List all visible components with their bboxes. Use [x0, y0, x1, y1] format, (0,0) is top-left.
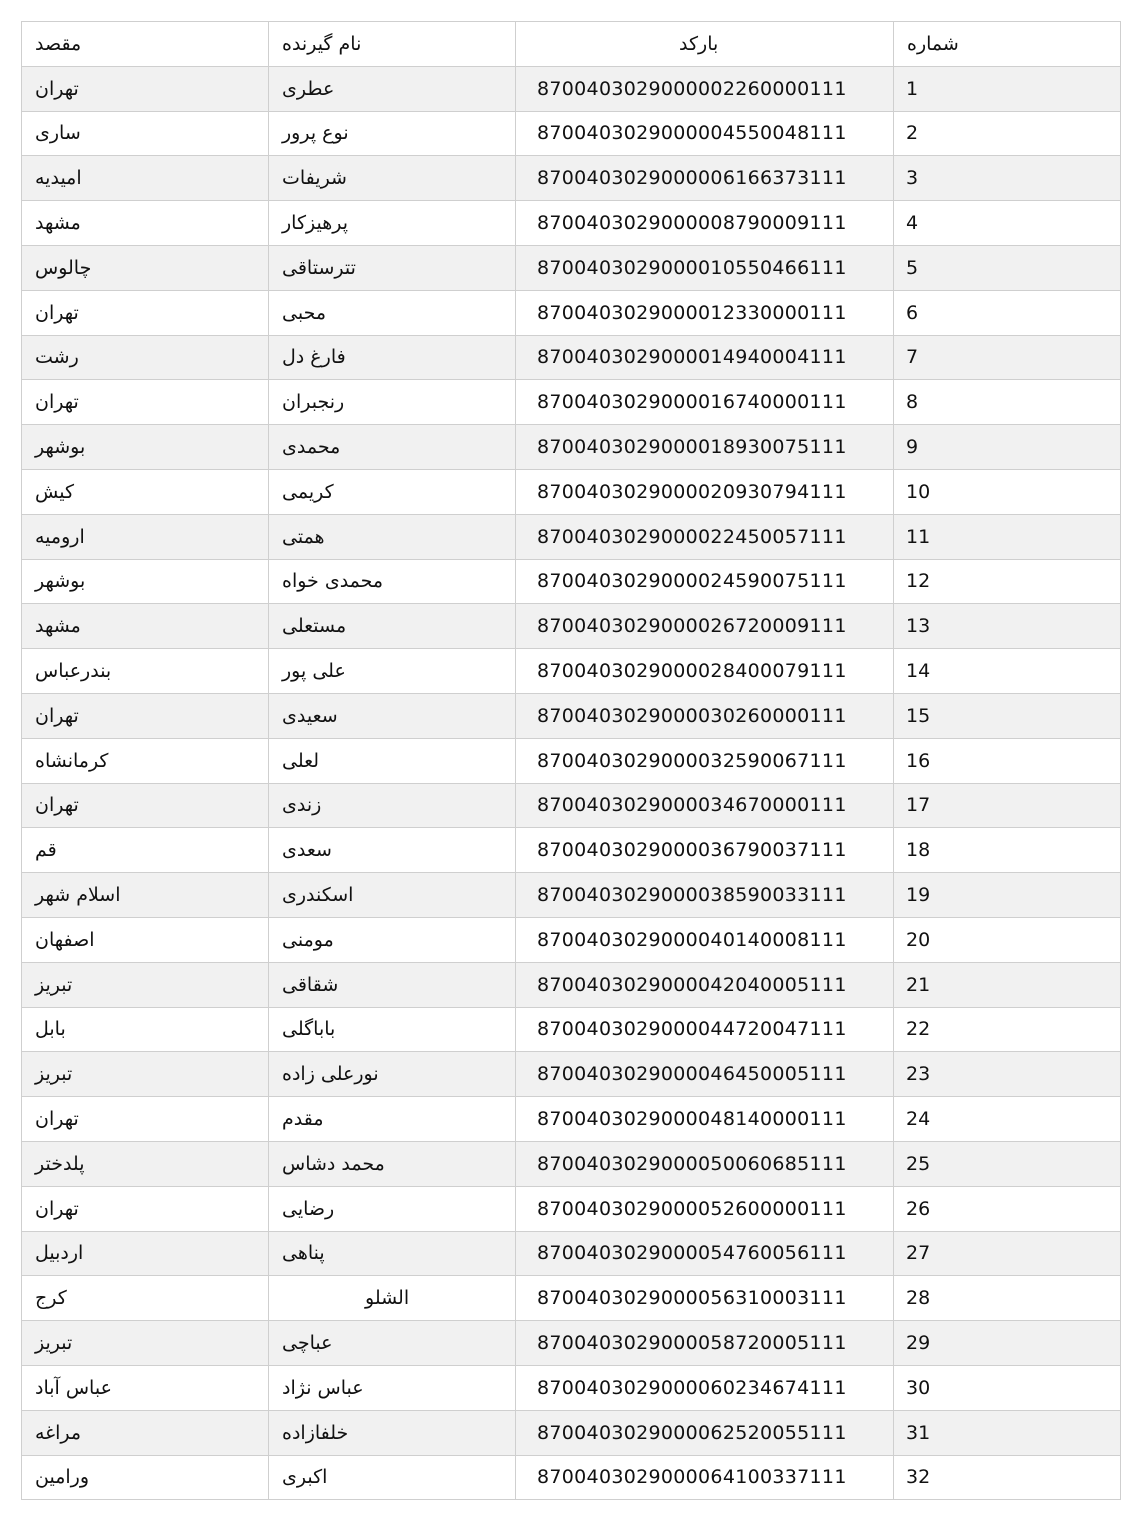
barcode-cell: 8700403029000002260000111 [516, 66, 894, 111]
barcode-cell: 8700403029000006166373111 [516, 156, 894, 201]
destination-cell: تهران [22, 1097, 269, 1142]
recipient-cell: محمدی خواه [269, 559, 516, 604]
barcode-cell: 8700403029000060234674111 [516, 1365, 894, 1410]
barcode-cell: 8700403029000044720047111 [516, 1007, 894, 1052]
row-number-cell: 15 [894, 693, 1121, 738]
recipient-cell: زندی [269, 783, 516, 828]
barcode-cell: 8700403029000064100337111 [516, 1455, 894, 1500]
barcode-cell: 8700403029000022450057111 [516, 514, 894, 559]
destination-cell: بابل [22, 1007, 269, 1052]
destination-cell: اردبیل [22, 1231, 269, 1276]
header-barcode: بارکد [516, 22, 894, 67]
recipient-cell: رنجبران [269, 380, 516, 425]
destination-cell: تبریز [22, 962, 269, 1007]
recipient-cell: مقدم [269, 1097, 516, 1142]
recipient-cell: مومنی [269, 917, 516, 962]
recipient-cell: پناهی [269, 1231, 516, 1276]
barcode-cell: 8700403029000012330000111 [516, 290, 894, 335]
barcode-cell: 8700403029000014940004111 [516, 335, 894, 380]
recipient-cell: کریمی [269, 469, 516, 514]
barcode-cell: 8700403029000046450005111 [516, 1052, 894, 1097]
row-number-cell: 25 [894, 1141, 1121, 1186]
recipient-cell: خلفازاده [269, 1410, 516, 1455]
recipient-cell: سعدی [269, 828, 516, 873]
barcode-cell: 8700403029000062520055111 [516, 1410, 894, 1455]
row-number-cell: 1 [894, 66, 1121, 111]
row-number-cell: 21 [894, 962, 1121, 1007]
table-row [22, 156, 1121, 201]
table-row [22, 1052, 1121, 1097]
destination-cell: بوشهر [22, 425, 269, 470]
destination-cell: مشهد [22, 201, 269, 246]
destination-cell: تبریز [22, 1052, 269, 1097]
destination-cell: تبریز [22, 1321, 269, 1366]
table-row [22, 1231, 1121, 1276]
barcode-cell: 8700403029000048140000111 [516, 1097, 894, 1142]
recipient-cell: اکبری [269, 1455, 516, 1500]
recipient-cell: نورعلی زاده [269, 1052, 516, 1097]
barcode-cell: 8700403029000026720009111 [516, 604, 894, 649]
table-row [22, 1365, 1121, 1410]
recipient-cell: شقاقی [269, 962, 516, 1007]
table-row [22, 1097, 1121, 1142]
table-row [22, 1141, 1121, 1186]
recipient-cell: رضایی [269, 1186, 516, 1231]
table-row [22, 962, 1121, 1007]
table-row [22, 1410, 1121, 1455]
row-number-cell: 28 [894, 1276, 1121, 1321]
header-number: شماره [894, 22, 1121, 67]
row-number-cell: 18 [894, 828, 1121, 873]
row-number-cell: 13 [894, 604, 1121, 649]
barcode-cell: 8700403029000018930075111 [516, 425, 894, 470]
destination-cell: تهران [22, 290, 269, 335]
destination-cell: کرج [22, 1276, 269, 1321]
row-number-cell: 3 [894, 156, 1121, 201]
table-row [22, 1455, 1121, 1500]
recipient-cell: لعلی [269, 738, 516, 783]
row-number-cell: 5 [894, 245, 1121, 290]
recipient-cell: محمدی [269, 425, 516, 470]
recipient-cell: نوع پرور [269, 111, 516, 156]
barcode-cell: 8700403029000010550466111 [516, 245, 894, 290]
row-number-cell: 6 [894, 290, 1121, 335]
destination-cell: قم [22, 828, 269, 873]
row-number-cell: 14 [894, 649, 1121, 694]
table-row [22, 1276, 1121, 1321]
row-number-cell: 29 [894, 1321, 1121, 1366]
row-number-cell: 20 [894, 917, 1121, 962]
table-header-row [22, 22, 1121, 67]
row-number-cell: 22 [894, 1007, 1121, 1052]
destination-cell: تهران [22, 783, 269, 828]
table-row [22, 469, 1121, 514]
recipient-cell: همتی [269, 514, 516, 559]
destination-cell: ارومیه [22, 514, 269, 559]
barcode-cell: 8700403029000042040005111 [516, 962, 894, 1007]
table-row [22, 873, 1121, 918]
table-row [22, 559, 1121, 604]
destination-cell: رشت [22, 335, 269, 380]
recipient-cell: شریفات [269, 156, 516, 201]
table-row [22, 514, 1121, 559]
row-number-cell: 8 [894, 380, 1121, 425]
barcode-cell: 8700403029000034670000111 [516, 783, 894, 828]
destination-cell: امیدیه [22, 156, 269, 201]
barcode-cell: 8700403029000058720005111 [516, 1321, 894, 1366]
destination-cell: کرمانشاه [22, 738, 269, 783]
destination-cell: اصفهان [22, 917, 269, 962]
destination-cell: اسلام شهر [22, 873, 269, 918]
table-row [22, 1186, 1121, 1231]
recipient-cell: تترستاقی [269, 245, 516, 290]
barcode-cell: 8700403029000008790009111 [516, 201, 894, 246]
row-number-cell: 31 [894, 1410, 1121, 1455]
destination-cell: مشهد [22, 604, 269, 649]
recipient-cell: سعیدی [269, 693, 516, 738]
row-number-cell: 12 [894, 559, 1121, 604]
barcode-cell: 8700403029000030260000111 [516, 693, 894, 738]
table-row [22, 380, 1121, 425]
recipient-cell: عطری [269, 66, 516, 111]
barcode-cell: 8700403029000036790037111 [516, 828, 894, 873]
destination-cell: چالوس [22, 245, 269, 290]
table-row [22, 66, 1121, 111]
barcode-cell: 8700403029000052600000111 [516, 1186, 894, 1231]
table-row [22, 649, 1121, 694]
table-row [22, 604, 1121, 649]
row-number-cell: 30 [894, 1365, 1121, 1410]
recipient-cell: اسکندری [269, 873, 516, 918]
row-number-cell: 10 [894, 469, 1121, 514]
barcode-cell: 8700403029000032590067111 [516, 738, 894, 783]
table-row [22, 335, 1121, 380]
destination-cell: مراغه [22, 1410, 269, 1455]
row-number-cell: 32 [894, 1455, 1121, 1500]
barcode-cell: 8700403029000054760056111 [516, 1231, 894, 1276]
table-row [22, 290, 1121, 335]
table-row [22, 201, 1121, 246]
row-number-cell: 11 [894, 514, 1121, 559]
destination-cell: تهران [22, 380, 269, 425]
barcode-cell: 8700403029000028400079111 [516, 649, 894, 694]
row-number-cell: 9 [894, 425, 1121, 470]
row-number-cell: 27 [894, 1231, 1121, 1276]
table-row [22, 1321, 1121, 1366]
destination-cell: تهران [22, 66, 269, 111]
barcode-cell: 8700403029000020930794111 [516, 469, 894, 514]
recipient-cell: عباچی [269, 1321, 516, 1366]
destination-cell: تهران [22, 1186, 269, 1231]
row-number-cell: 2 [894, 111, 1121, 156]
recipient-cell: مستعلی [269, 604, 516, 649]
barcode-cell: 8700403029000056310003111 [516, 1276, 894, 1321]
recipient-cell: فارغ دل [269, 335, 516, 380]
destination-cell: بندرعباس [22, 649, 269, 694]
recipient-cell: پرهیزکار [269, 201, 516, 246]
table-row [22, 425, 1121, 470]
table-row [22, 111, 1121, 156]
table-row [22, 917, 1121, 962]
destination-cell: ورامین [22, 1455, 269, 1500]
barcode-cell: 8700403029000024590075111 [516, 559, 894, 604]
recipient-cell: علی پور [269, 649, 516, 694]
destination-cell: بوشهر [22, 559, 269, 604]
recipient-cell: محبی [269, 290, 516, 335]
table-row [22, 1007, 1121, 1052]
destination-cell: پلدختر [22, 1141, 269, 1186]
barcode-cell: 8700403029000004550048111 [516, 111, 894, 156]
row-number-cell: 26 [894, 1186, 1121, 1231]
barcode-cell: 8700403029000016740000111 [516, 380, 894, 425]
shipments-table [21, 21, 1121, 1500]
barcode-cell: 8700403029000040140008111 [516, 917, 894, 962]
row-number-cell: 4 [894, 201, 1121, 246]
header-recipient: نام گیرنده [269, 22, 516, 67]
header-destination: مقصد [22, 22, 269, 67]
barcode-cell: 8700403029000050060685111 [516, 1141, 894, 1186]
recipient-cell: الشلو [269, 1276, 516, 1321]
destination-cell: ساری [22, 111, 269, 156]
barcode-cell: 8700403029000038590033111 [516, 873, 894, 918]
table-row [22, 828, 1121, 873]
table-row [22, 738, 1121, 783]
destination-cell: کیش [22, 469, 269, 514]
row-number-cell: 17 [894, 783, 1121, 828]
row-number-cell: 23 [894, 1052, 1121, 1097]
row-number-cell: 24 [894, 1097, 1121, 1142]
destination-cell: عباس آباد [22, 1365, 269, 1410]
recipient-cell: عباس نژاد [269, 1365, 516, 1410]
table-row [22, 245, 1121, 290]
row-number-cell: 19 [894, 873, 1121, 918]
row-number-cell: 7 [894, 335, 1121, 380]
recipient-cell: محمد دشاس [269, 1141, 516, 1186]
table-row [22, 693, 1121, 738]
destination-cell: تهران [22, 693, 269, 738]
row-number-cell: 16 [894, 738, 1121, 783]
recipient-cell: باباگلی [269, 1007, 516, 1052]
table-row [22, 783, 1121, 828]
